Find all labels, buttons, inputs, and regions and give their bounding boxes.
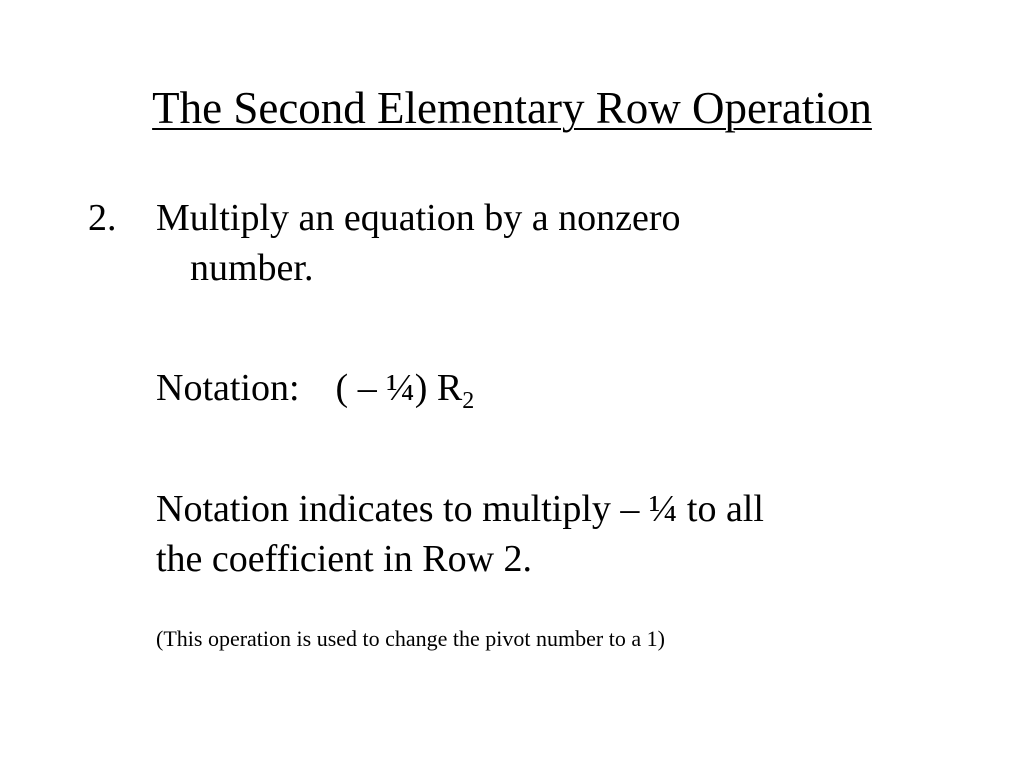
notation-subscript: 2 <box>462 388 475 414</box>
notation-label: Notation: <box>156 367 300 409</box>
slide-title: The Second Elementary Row Operation <box>152 83 872 133</box>
explanation-line2: the coefficient in Row 2. <box>156 538 533 580</box>
notation-expression: ( – ¼) R <box>335 367 463 409</box>
list-item-number: 2. <box>88 197 117 239</box>
list-item-text-line1: Multiply an equation by a nonzero <box>156 197 681 239</box>
list-item-text-line2: number. <box>190 247 314 289</box>
notation-line <box>156 364 474 412</box>
notation-explanation <box>156 484 936 584</box>
operation-note: (This operation is used to change the pivot number to a 1) <box>156 626 665 651</box>
explanation-line1: Notation indicates to multiply – ¼ to all <box>156 488 764 530</box>
